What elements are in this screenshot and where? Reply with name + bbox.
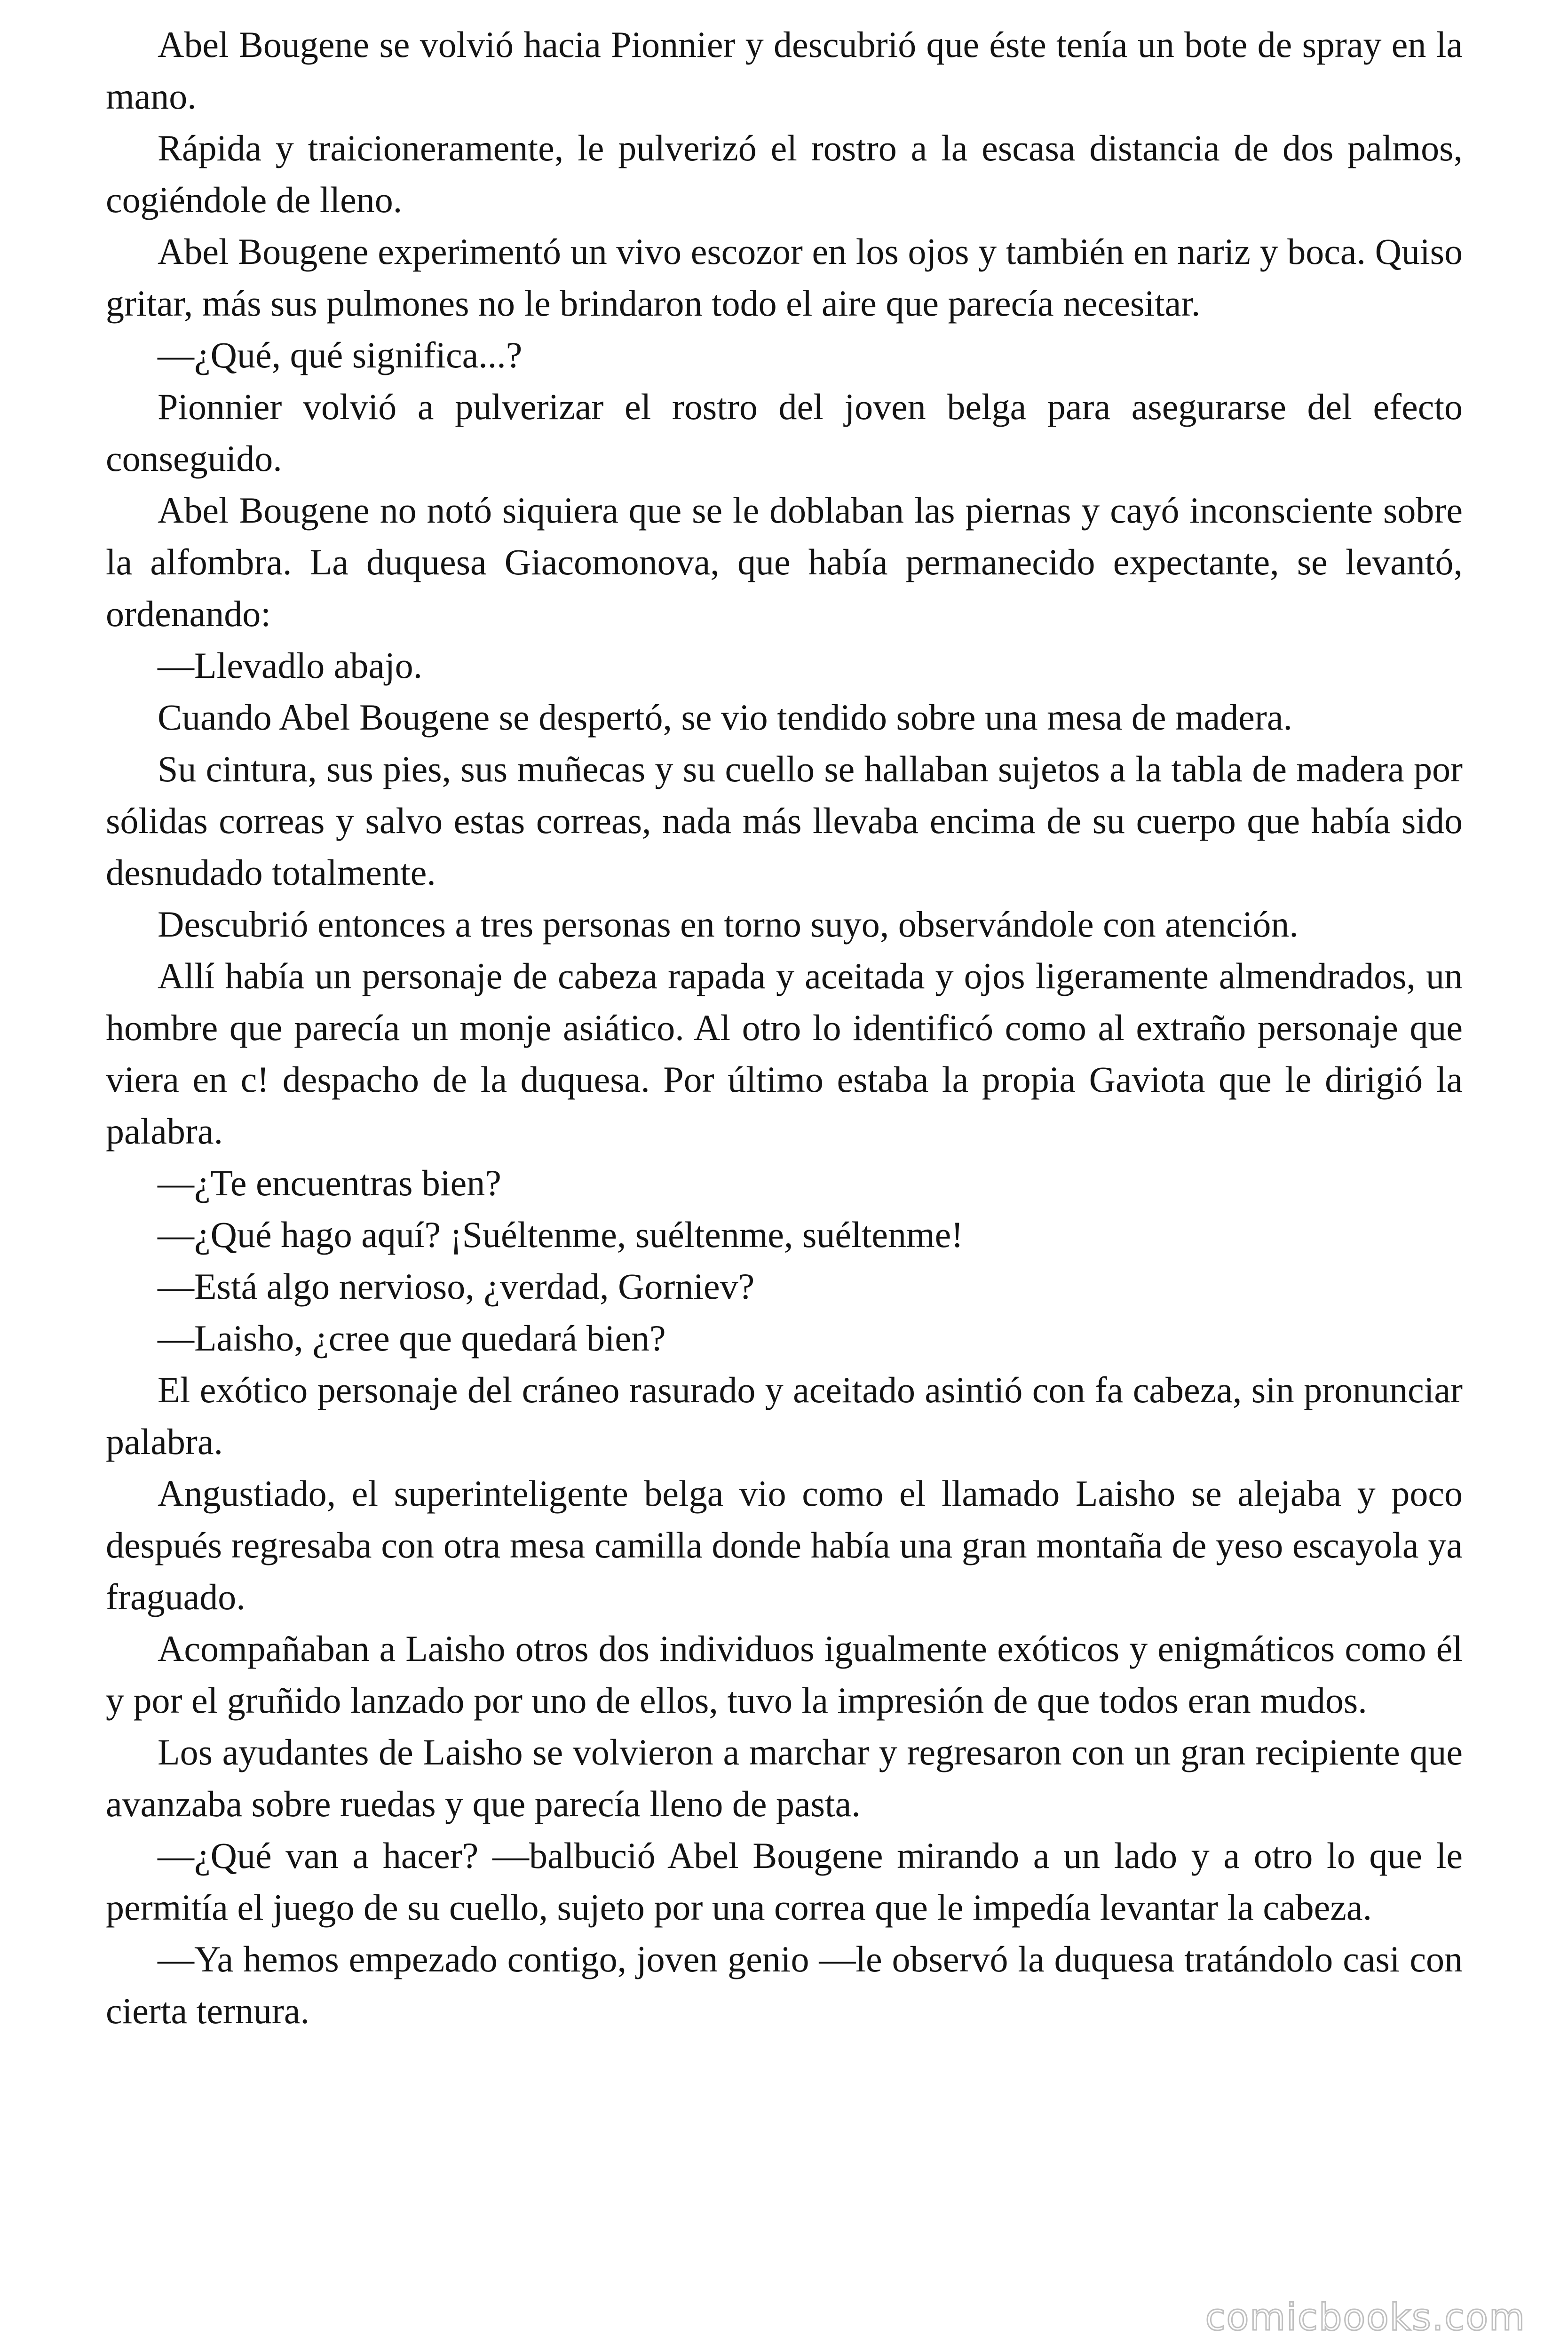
paragraph: Allí había un personaje de cabeza rapada y aceitada y ojos ligeramente almendrados, un hombre que parecía un monje asiático. Al otro lo identificó como al extraño personaje que viera en c! despacho de la duquesa. Por último estaba la propia Gaviota que le dirigió la palabra. xyxy=(106,955,1463,1152)
paragraph: —¿Qué, qué significa...? xyxy=(158,334,523,375)
paragraph: —¿Te encuentras bien? xyxy=(158,1162,501,1203)
paragraph: Angustiado, el superinteligente belga vio como el llamado Laisho se alejaba y poco después regresaba con otra mesa camilla donde había una gran montaña de yeso escayola ya fraguado. xyxy=(106,1473,1463,1617)
paragraph: Pionnier volvió a pulverizar el rostro del joven belga para asegurarse del efecto conseguido. xyxy=(106,386,1463,479)
paragraph: Abel Bougene experimentó un vivo escozor en los ojos y también en nariz y boca. Quiso gritar, más sus pulmones no le brindaron todo el aire que parecía necesitar. xyxy=(106,231,1463,324)
watermark-logo: comicbooks.com xyxy=(1205,2296,1526,2339)
paragraph: —Llevadlo abajo. xyxy=(158,645,423,686)
paragraph: Cuando Abel Bougene se despertó, se vio tendido sobre una mesa de madera. xyxy=(158,697,1293,738)
paragraph: Acompañaban a Laisho otros dos individuos igualmente exóticos y enigmáticos como él y por el gruñido lanzado por uno de ellos, tuvo la impresión de que todos eran mudos. xyxy=(106,1628,1463,1721)
paragraph: El exótico personaje del cráneo rasurado y aceitado asintió con fa cabeza, sin pronunciar palabra. xyxy=(106,1369,1463,1462)
paragraph: Abel Bougene se volvió hacia Pionnier y descubrió que éste tenía un bote de spray en la mano. xyxy=(106,24,1463,117)
body-text xyxy=(106,19,1463,2037)
paragraph: Los ayudantes de Laisho se volvieron a marchar y regresaron con un gran recipiente que avanzaba sobre ruedas y que parecía lleno de pasta. xyxy=(106,1732,1463,1824)
paragraph: Abel Bougene no notó siquiera que se le doblaban las piernas y cayó inconsciente sobre la alfombra. La duquesa Giacomonova, que había permanecido expectante, se levantó, ordenando: xyxy=(106,490,1463,634)
paragraph: Su cintura, sus pies, sus muñecas y su cuello se hallaban sujetos a la tabla de madera por sólidas correas y salvo estas correas, nada más llevaba encima de su cuerpo que había sido desnudado totalmente. xyxy=(106,748,1463,893)
paragraph: —Ya hemos empezado contigo, joven genio —le observó la duquesa tratándolo casi con cierta ternura. xyxy=(106,1939,1463,2031)
paragraph: Descubrió entonces a tres personas en torno suyo, observándole con atención. xyxy=(158,904,1299,945)
paragraph: —Está algo nervioso, ¿verdad, Gorniev? xyxy=(158,1266,755,1307)
paragraph: —Laisho, ¿cree que quedará bien? xyxy=(158,1318,666,1359)
paragraph: Rápida y traicioneramente, le pulverizó el rostro a la escasa distancia de dos palmos, cogiéndole de lleno. xyxy=(106,127,1463,220)
paragraph: —¿Qué hago aquí? ¡Suéltenme, suéltenme, suéltenme! xyxy=(158,1214,964,1255)
paragraph: —¿Qué van a hacer? —balbució Abel Bougene mirando a un lado y a otro lo que le permitía el juego de su cuello, sujeto por una correa que le impedía levantar la cabeza. xyxy=(106,1835,1463,1928)
